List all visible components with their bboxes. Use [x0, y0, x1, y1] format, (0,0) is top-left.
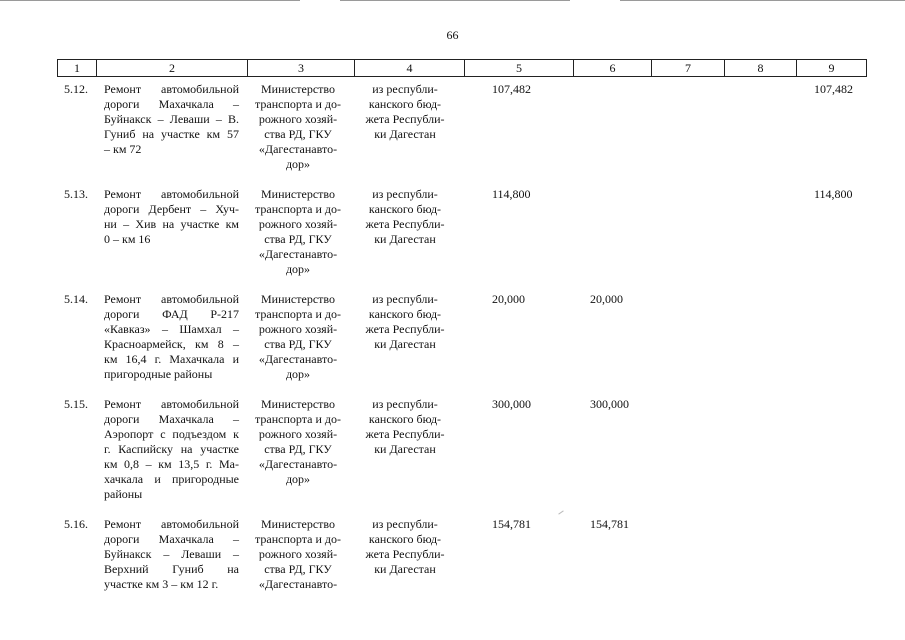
description-line: – км 72: [104, 142, 142, 156]
description-line: км 0,8 – км 13,5 г. Ма-: [104, 457, 239, 471]
executor-line: ства РД, ГКУ: [264, 127, 332, 141]
executor-line: Министерство: [261, 517, 335, 531]
description-line: Ремонт автомобильной: [104, 517, 239, 531]
source-line: из республи-: [372, 397, 438, 411]
source-line: канского бюд-: [368, 97, 442, 111]
source-line: из республи-: [372, 292, 438, 306]
executor-line: «Дагестанавто-: [258, 352, 338, 366]
row-description: [104, 397, 239, 502]
row-number: 5.12.: [64, 82, 88, 96]
description-line: Красноармейск, км 8 –: [104, 337, 239, 351]
description-line: 0 – км 16: [104, 232, 151, 246]
row-number: 5.13.: [64, 187, 88, 201]
row-funding-source: [355, 187, 455, 247]
executor-line: транспорта и до-: [255, 412, 341, 426]
description-line: Ремонт автомобильной: [104, 292, 239, 306]
scan-edge-rule: [340, 0, 570, 1]
source-line: из республи-: [372, 82, 438, 96]
row-number: 5.15.: [64, 397, 88, 411]
source-line: из республи-: [372, 517, 438, 531]
column-header: 1: [57, 59, 96, 77]
column-header: 2: [96, 59, 247, 77]
executor-line: Министерство: [261, 397, 335, 411]
source-line: ки Дагестан: [374, 337, 436, 351]
row-executor: [250, 517, 346, 592]
source-line: жета Республи-: [365, 217, 445, 231]
executor-line: Министерство: [261, 82, 335, 96]
row-number: 5.14.: [64, 292, 88, 306]
executor-line: транспорта и до-: [255, 307, 341, 321]
description-line: ни – Хив на участке км: [104, 217, 239, 231]
executor-line: рожного хозяй-: [258, 427, 338, 441]
description-line: Буйнакск – Леваши –: [104, 547, 239, 561]
description-line: «Кавказ» – Шамхал –: [104, 322, 239, 336]
column-header: 6: [573, 59, 651, 77]
description-line: дороги Махачкала –: [104, 532, 239, 546]
description-line: Буйнакск – Леваши – В.: [104, 112, 239, 126]
executor-line: рожного хозяй-: [258, 322, 338, 336]
source-line: ки Дагестан: [374, 562, 436, 576]
executor-line: рожного хозяй-: [258, 217, 338, 231]
source-line: ки Дагестан: [374, 442, 436, 456]
source-line: жета Республи-: [365, 427, 445, 441]
executor-line: транспорта и до-: [255, 97, 341, 111]
description-line: г. Каспийску на участке: [104, 442, 239, 456]
row-description: [104, 82, 239, 157]
executor-line: транспорта и до-: [255, 532, 341, 546]
row-executor: [250, 187, 346, 277]
column-header: 9: [796, 59, 867, 77]
row-executor: [250, 82, 346, 172]
value-col6: 154,781: [590, 517, 629, 531]
column-header: 4: [354, 59, 464, 77]
value-col6: 20,000: [590, 292, 623, 306]
description-line: хачкала и пригородные: [104, 472, 239, 486]
executor-line: рожного хозяй-: [258, 547, 338, 561]
value-col6: 300,000: [590, 397, 629, 411]
executor-line: дор»: [285, 367, 311, 381]
row-funding-source: [355, 397, 455, 457]
executor-line: «Дагестанавто-: [258, 142, 338, 156]
description-line: дороги ФАД Р-217: [104, 307, 239, 321]
scan-edge-rule: [620, 0, 905, 1]
value-col5: 300,000: [492, 397, 531, 411]
source-line: жета Республи-: [365, 322, 445, 336]
description-line: Гуниб на участке км 57: [104, 127, 239, 141]
row-funding-source: [355, 517, 455, 577]
row-description: [104, 292, 239, 382]
table-header-row: [57, 59, 866, 76]
row-description: [104, 187, 239, 247]
source-line: канского бюд-: [368, 532, 442, 546]
executor-line: дор»: [285, 262, 311, 276]
value-col5: 154,781: [492, 517, 531, 531]
description-line: Ремонт автомобильной: [104, 187, 239, 201]
row-executor: [250, 397, 346, 487]
row-number: 5.16.: [64, 517, 88, 531]
executor-line: Министерство: [261, 187, 335, 201]
description-line: Аэропорт с подъездом к: [104, 427, 239, 441]
source-line: канского бюд-: [368, 307, 442, 321]
executor-line: ства РД, ГКУ: [264, 562, 332, 576]
value-col9: 107,482: [814, 82, 853, 96]
source-line: жета Республи-: [365, 112, 445, 126]
executor-line: ства РД, ГКУ: [264, 337, 332, 351]
description-line: Ремонт автомобильной: [104, 397, 239, 411]
description-line: дороги Махачкала –: [104, 412, 239, 426]
column-header: 7: [651, 59, 724, 77]
source-line: канского бюд-: [368, 202, 442, 216]
source-line: канского бюд-: [368, 412, 442, 426]
description-line: Верхний Гуниб на: [104, 562, 239, 576]
source-line: ки Дагестан: [374, 232, 436, 246]
executor-line: Министерство: [261, 292, 335, 306]
row-description: [104, 517, 239, 592]
value-col5: 114,800: [492, 187, 531, 201]
row-executor: [250, 292, 346, 382]
description-line: Ремонт автомобильной: [104, 82, 239, 96]
executor-line: ства РД, ГКУ: [264, 442, 332, 456]
executor-line: дор»: [285, 157, 311, 171]
source-line: из республи-: [372, 187, 438, 201]
column-header: 8: [724, 59, 796, 77]
page-number: 66: [446, 28, 459, 42]
column-header: 3: [247, 59, 354, 77]
description-line: районы: [104, 487, 143, 501]
source-line: жета Республи-: [365, 547, 445, 561]
executor-line: транспорта и до-: [255, 202, 341, 216]
executor-line: ства РД, ГКУ: [264, 232, 332, 246]
row-funding-source: [355, 82, 455, 142]
column-header: 5: [464, 59, 573, 77]
value-col5: 20,000: [492, 292, 525, 306]
description-line: дороги Дербент – Хуч-: [104, 202, 239, 216]
value-col5: 107,482: [492, 82, 531, 96]
value-col9: 114,800: [814, 187, 853, 201]
description-line: км 16,4 г. Махачкала и: [104, 352, 239, 366]
executor-line: «Дагестанавто-: [258, 577, 338, 591]
description-line: участке км 3 – км 12 г.: [104, 577, 219, 591]
description-line: пригородные районы: [104, 367, 213, 381]
executor-line: рожного хозяй-: [258, 112, 338, 126]
scan-speck: [558, 510, 563, 514]
scan-edge-rule: [0, 0, 300, 1]
row-funding-source: [355, 292, 455, 352]
executor-line: дор»: [285, 472, 311, 486]
executor-line: «Дагестанавто-: [258, 457, 338, 471]
executor-line: «Дагестанавто-: [258, 247, 338, 261]
description-line: дороги Махачкала –: [104, 97, 239, 111]
source-line: ки Дагестан: [374, 127, 436, 141]
